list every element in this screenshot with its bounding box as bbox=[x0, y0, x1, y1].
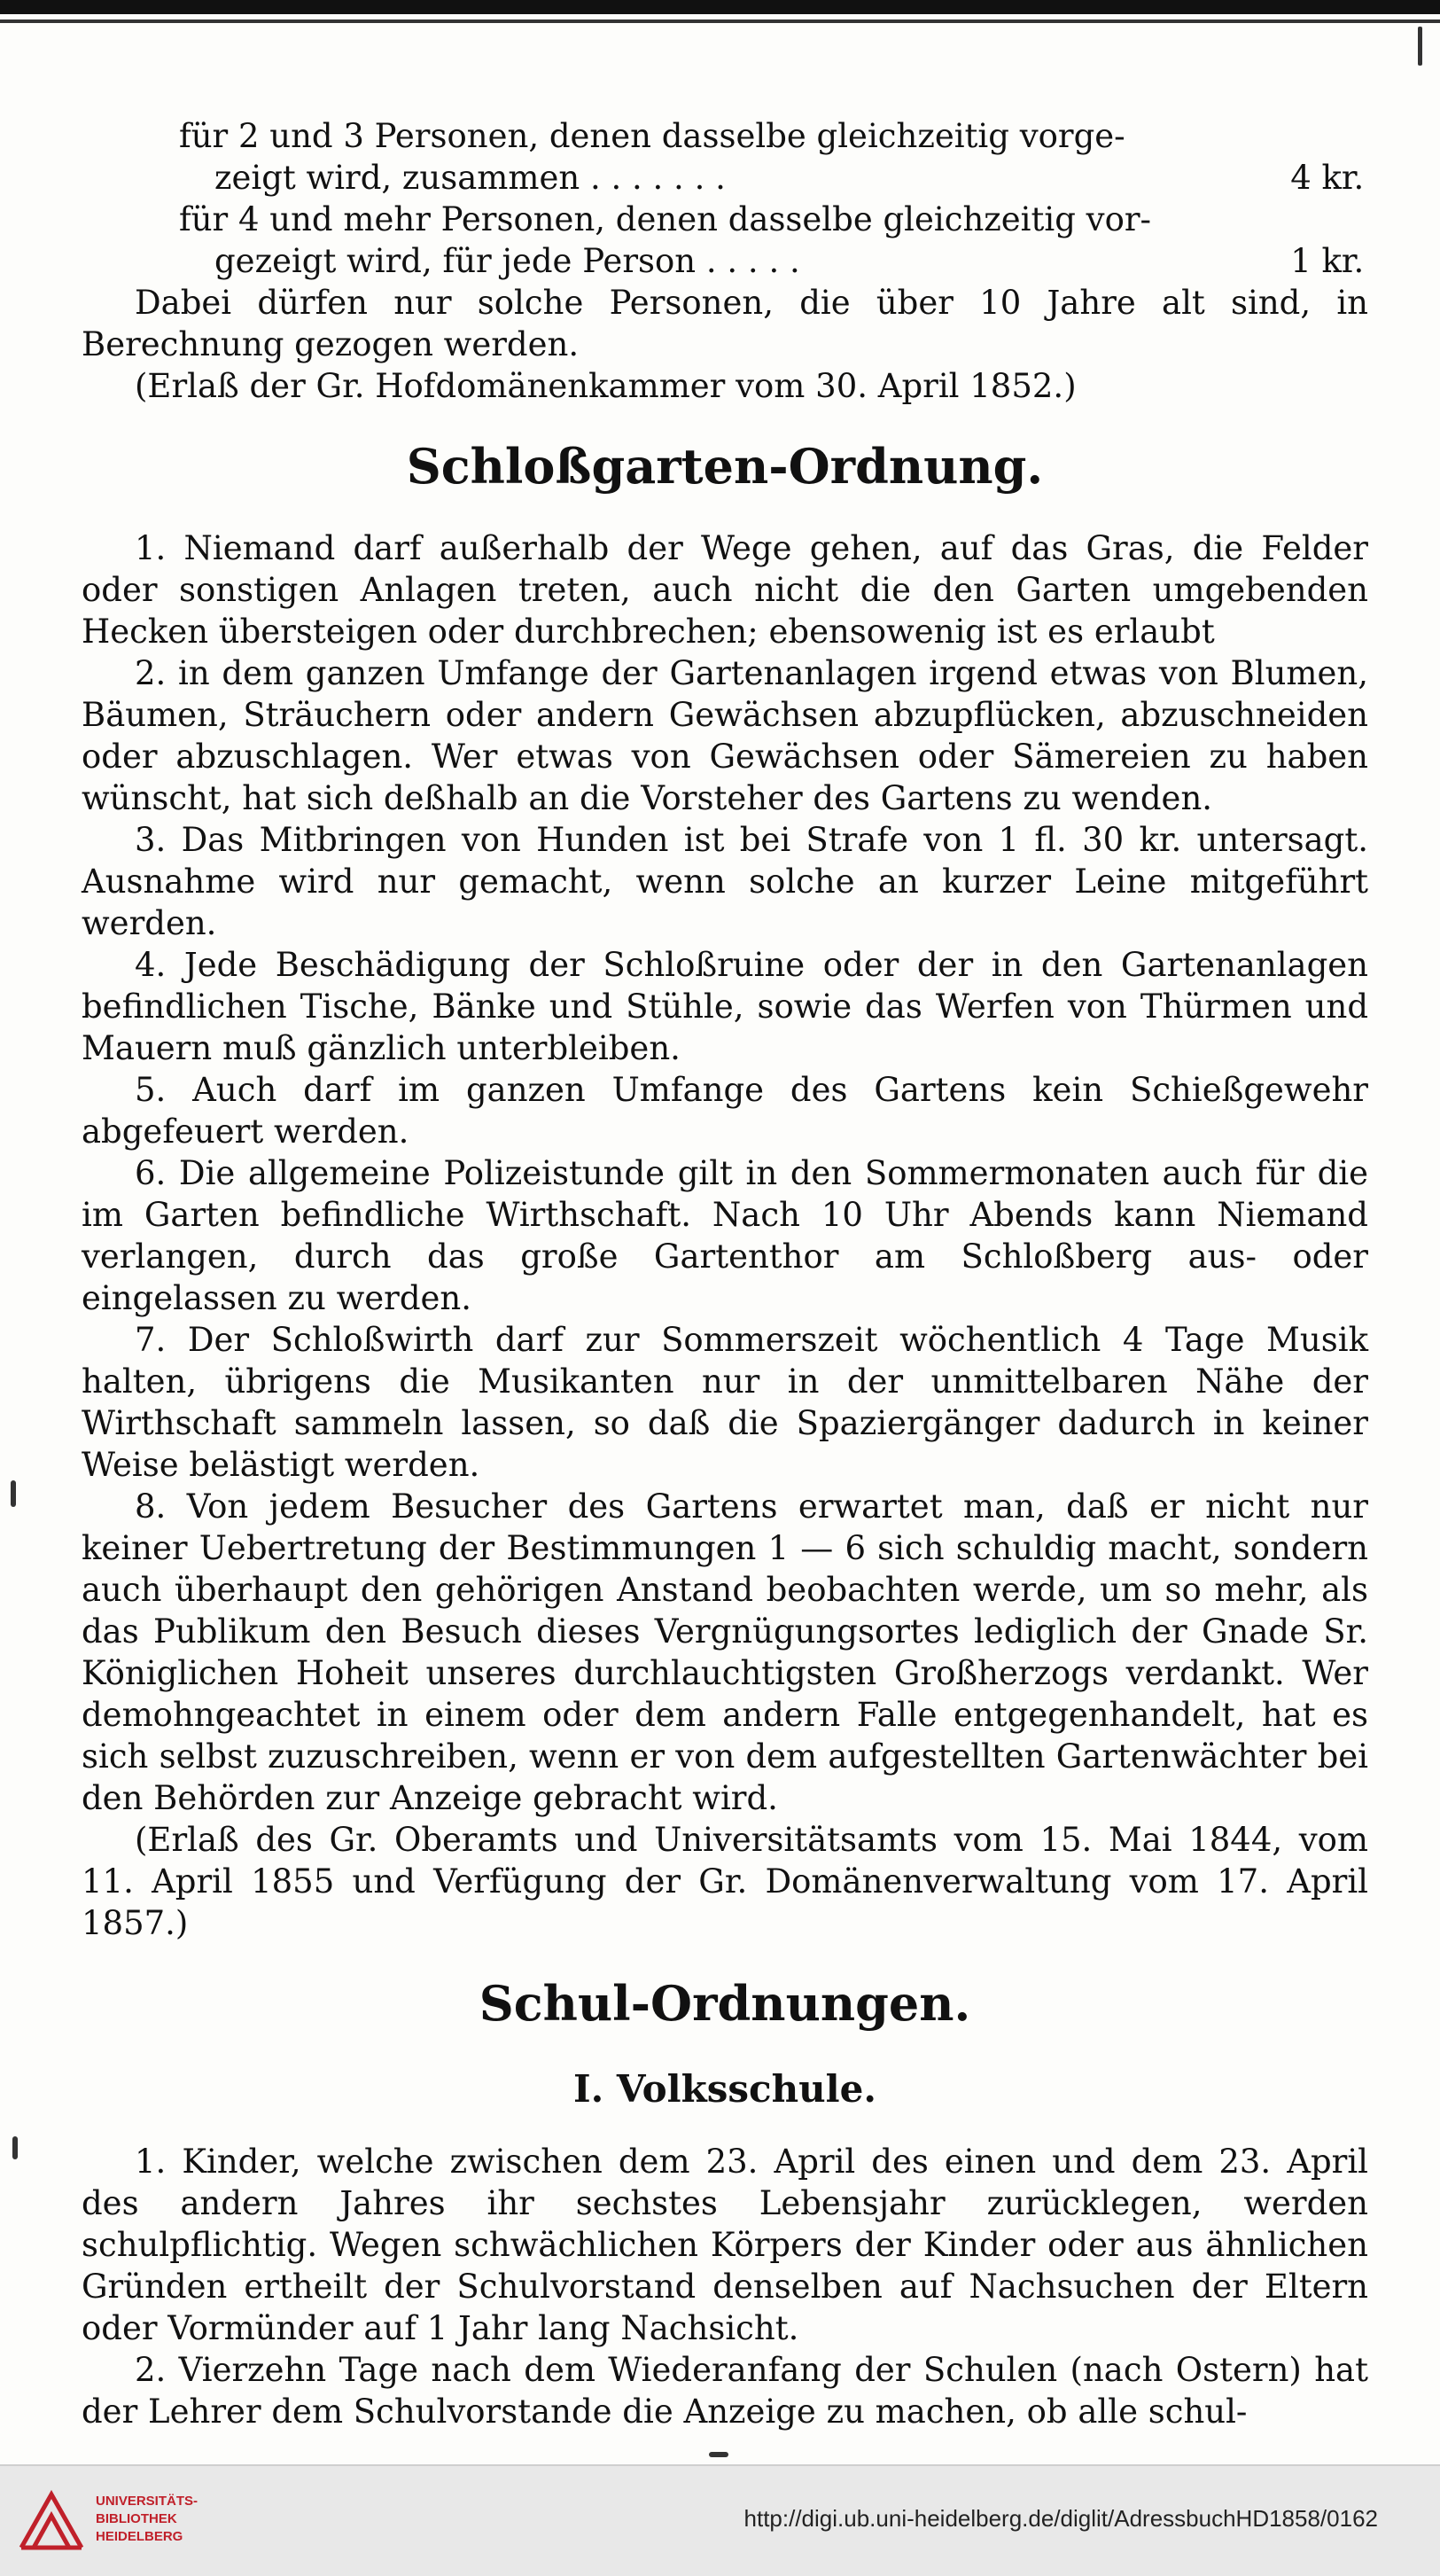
rule-paragraph-8: 8. Von jedem Besucher des Gartens erwartet man, daß er nicht nur keiner Uebertretung der Bestimmungen 1 — 6 sich schuldig macht, sondern auch überhaupt den gehörigen Anstand beobachten werde, um so mehr, als das Publikum den Besuch dieses Vergnügungsortes lediglich der Gnade Sr. Königlichen Hoheit unseres durchlauchtigsten Großherzogs verdankt. Wer demohngeachtet in einem oder dem andern Falle entgegenhandelt, hat es sich selbst zuzuschreiben, wenn er von dem aufgestellten Gartenwächter bei den Behörden zur Anzeige gebracht wird. bbox=[82, 1487, 1368, 1817]
scan-speck bbox=[11, 1480, 16, 1507]
intro-line-3: für 4 und mehr Personen, denen dasselbe gleichzeitig vor- bbox=[179, 200, 1152, 238]
page-content bbox=[82, 115, 1368, 2432]
intro-decree: (Erlaß der Gr. Hofdomänenkammer vom 30. April 1852.) bbox=[135, 367, 1077, 405]
subheading-volksschule: I. Volksschule. bbox=[573, 2067, 876, 2111]
scan-speck bbox=[12, 2136, 18, 2159]
rule-paragraph-6: 6. Die allgemeine Polizeistunde gilt in den Sommermonaten auch für die im Garten befindliche Wirthschaft. Nach 10 Uhr Abends kann Niemand verlangen, durch das große Gartenthor am Schloßberg aus- oder eingelassen zu werden. bbox=[82, 1154, 1368, 1317]
rule-paragraph-4: 4. Jede Beschädigung der Schloßruine oder der in den Gartenanlagen befindlichen Tische, Bänke und Stühle, sowie das Werfen von Thürmen und Mauern muß gänzlich unterbleiben. bbox=[82, 946, 1368, 1067]
section-heading-schlossgarten: Schloßgarten-Ordnung. bbox=[406, 438, 1044, 495]
library-logo-icon[interactable] bbox=[16, 2486, 87, 2556]
library-name-line-2: BIBLIOTHEK bbox=[96, 2511, 177, 2526]
section-heading-schulordnungen: Schul-Ordnungen. bbox=[479, 1975, 971, 2032]
library-name-line-3: HEIDELBERG bbox=[96, 2529, 183, 2544]
intro-line-1: für 2 und 3 Personen, denen dasselbe gleichzeitig vorge- bbox=[179, 117, 1125, 155]
top-border-rule-thin bbox=[0, 20, 1440, 23]
rule-paragraph-3: 3. Das Mitbringen von Hunden ist bei Strafe von 1 fl. 30 kr. untersagt. Ausnahme wird nur gemacht, wenn solche an kurzer Leine mitgeführt werden. bbox=[82, 821, 1368, 942]
library-name-line-1: UNIVERSITÄTS- bbox=[96, 2494, 198, 2509]
top-border-rule bbox=[0, 0, 1440, 14]
intro-note: Dabei dürfen nur solche Personen, die über 10 Jahre alt sind, in Berechnung gezogen werden. bbox=[82, 284, 1368, 363]
intro-line-2: zeigt wird, zusammen . . . . . . . 4 kr. bbox=[214, 159, 1365, 197]
rule-paragraph-1: 1. Niemand darf außerhalb der Wege gehen, auf das Gras, die Felder oder sonstigen Anlagen treten, auch nicht die den Garten umgebenden Hecken übersteigen oder durchbrechen; ebensowenig ist es erlaubt bbox=[82, 529, 1368, 651]
rule-paragraph-7: 7. Der Schloßwirth darf zur Sommerszeit wöchentlich 4 Tage Musik halten, übrigens die Musikanten nur in der unmittelbaren Nähe der Wirthschaft sammeln lassen, so daß die Spaziergänger dadurch in keiner Weise belästigt werden. bbox=[82, 1321, 1368, 1484]
school-paragraph-2: 2. Vierzehn Tage nach dem Wiederanfang der Schulen (nach Ostern) hat der Lehrer dem Schulvorstande die Anzeige zu machen, ob alle schul- bbox=[82, 2351, 1368, 2431]
permalink-url[interactable]: http://digi.ub.uni-heidelberg.de/diglit/AdressbuchHD1858/0162 bbox=[743, 2505, 1378, 2532]
section1-decree: (Erlaß des Gr. Oberamts und Universitätsamts vom 15. Mai 1844, vom 11. April 1855 und Verfügung der Gr. Domänenverwaltung vom 17. April 1857.) bbox=[82, 1821, 1368, 1942]
scan-speck bbox=[1418, 27, 1422, 66]
scan-speck bbox=[709, 2452, 728, 2457]
intro-line-4: gezeigt wird, für jede Person . . . . . 1 kr. bbox=[214, 242, 1365, 280]
school-paragraph-1: 1. Kinder, welche zwischen dem 23. April des einen und dem 23. April des andern Jahres ihr sechstes Lebensjahr zurücklegen, werden schulpflichtig. Wegen schwächlichen Körpers der Kinder oder aus ähnlichen Gründen ertheilt der Schulvorstand denselben auf Nachsuchen der Eltern oder Vormünder auf 1 Jahr lang Nachsicht. bbox=[82, 2143, 1368, 2347]
library-name[interactable] bbox=[96, 2493, 198, 2546]
rule-paragraph-2: 2. in dem ganzen Umfange der Gartenanlagen irgend etwas von Blumen, Bäumen, Sträuchern oder andern Gewächsen abzupflücken, abzuschneiden oder abzuschlagen. Wer etwas von Gewächsen oder Sämereien zu haben wünscht, hat sich deßhalb an die Vorsteher des Gartens zu wenden. bbox=[82, 654, 1368, 817]
rule-paragraph-5: 5. Auch darf im ganzen Umfange des Gartens kein Schießgewehr abgefeuert werden. bbox=[82, 1071, 1368, 1151]
viewer-footer bbox=[0, 2464, 1440, 2576]
